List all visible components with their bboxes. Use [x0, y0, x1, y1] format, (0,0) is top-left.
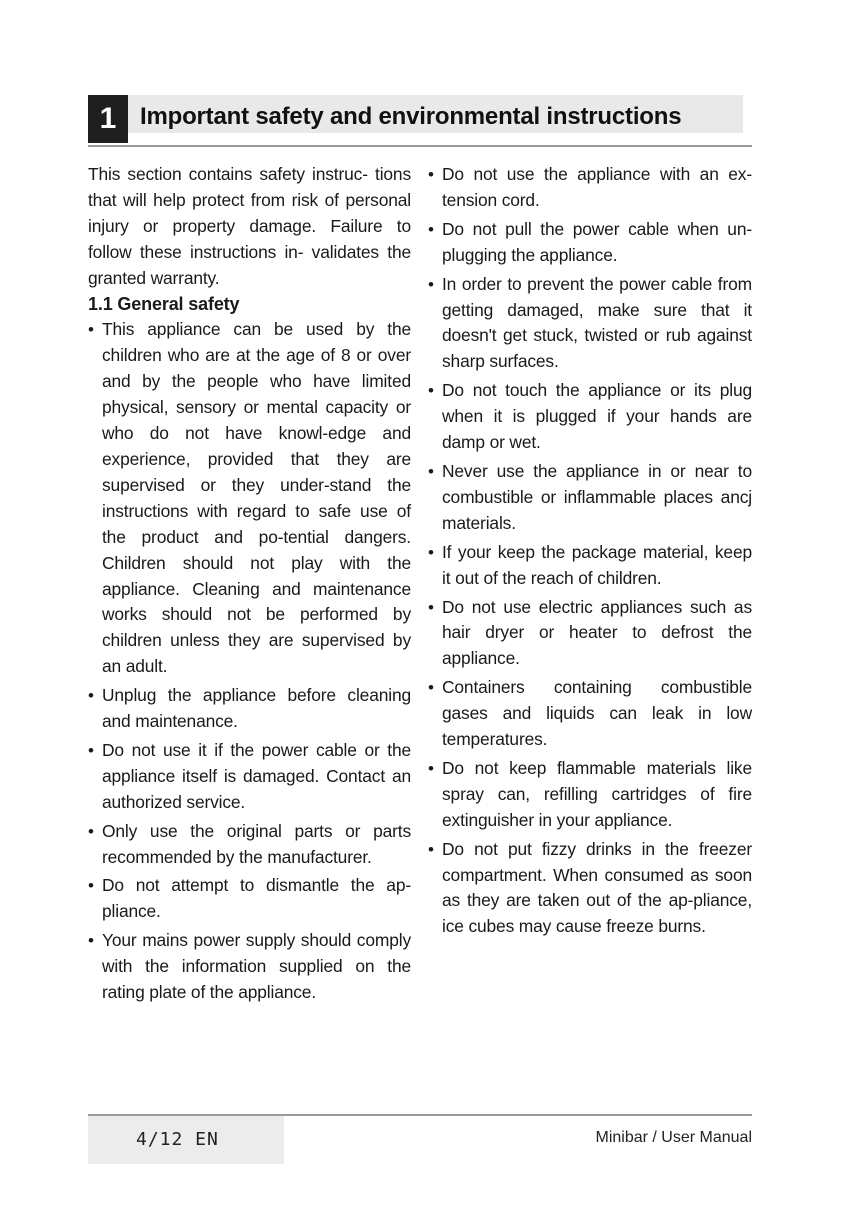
list-item: • Do not use the appliance with an ex-tension cord.	[428, 162, 752, 214]
chapter-title: Important safety and environmental instructions	[140, 103, 682, 130]
list-item: • Do not attempt to dismantle the ap-pliance.	[88, 873, 411, 925]
list-item: • Containers containing combustible gases and liquids can leak in low temperatures.	[428, 675, 752, 753]
list-item: • Do not keep flammable materials like spray can, refilling cartridges of fire extinguisher in your appliance.	[428, 756, 752, 834]
section-header	[88, 95, 752, 147]
subheading-general-safety: 1.1 General safety	[88, 293, 240, 314]
intro-line: personal injury or property damage.	[88, 189, 411, 236]
chapter-number: 1	[88, 95, 128, 143]
list-item: • Never use the appliance in or near to combustible or inflammable places ancj materials.	[428, 459, 752, 537]
intro-line: validates the granted warranty.	[88, 241, 412, 288]
general-safety-list	[88, 317, 411, 1006]
right-column	[428, 162, 752, 943]
footer-page-tab	[88, 1116, 284, 1164]
list-item: • Your mains power supply should comply with the information supplied on the rating plate of the appliance.	[88, 928, 411, 1006]
intro-line: tions that will help protect from risk of	[88, 164, 411, 210]
page-number: 4/12 EN	[136, 1129, 219, 1150]
list-item: • In order to prevent the power cable from getting damaged, make sure that it doesn't get stuck, twisted or rub against sharp surfaces.	[428, 272, 752, 376]
list-item: • Do not pull the power cable when un-plugging the appliance.	[428, 217, 752, 269]
list-item: • Do not use it if the power cable or the appliance itself is damaged. Contact an authorized service.	[88, 738, 411, 816]
list-item: • Do not use electric appliances such as hair dryer or heater to defrost the appliance.	[428, 595, 752, 673]
left-column	[88, 162, 411, 1009]
list-item: • Unplug the appliance before cleaning and maintenance.	[88, 683, 411, 735]
manual-title: Minibar / User Manual	[595, 1129, 752, 1146]
list-item: • Do not touch the appliance or its plug when it is plugged if your hands are damp or wet.	[428, 378, 752, 456]
list-item: • If your keep the package material, keep it out of the reach of children.	[428, 540, 752, 592]
intro-line: Failure to follow these instructions in-	[88, 215, 411, 262]
intro-line: This section contains safety instruc-	[88, 164, 368, 184]
list-item: • This appliance can be used by the children who are at the age of 8 or over and by the people who have limited physical, sensory or mental capacity or who do not have knowl-edge and experience, provided that they are supervised or they under-stand the instructions with regard to safe use of the product and po-tential dangers. Children should not play with the appliance. Cleaning and maintenance works should not be performed by children unless they are supervised by an adult.	[88, 317, 411, 680]
safety-list-continued	[428, 162, 752, 940]
list-item: • Do not put fizzy drinks in the freezer compartment. When consumed as soon as they are taken out of the ap-pliance, ice cubes may cause freeze burns.	[428, 837, 752, 941]
list-item: • Only use the original parts or parts recommended by the manufacturer.	[88, 819, 411, 871]
intro-paragraph	[88, 162, 411, 292]
